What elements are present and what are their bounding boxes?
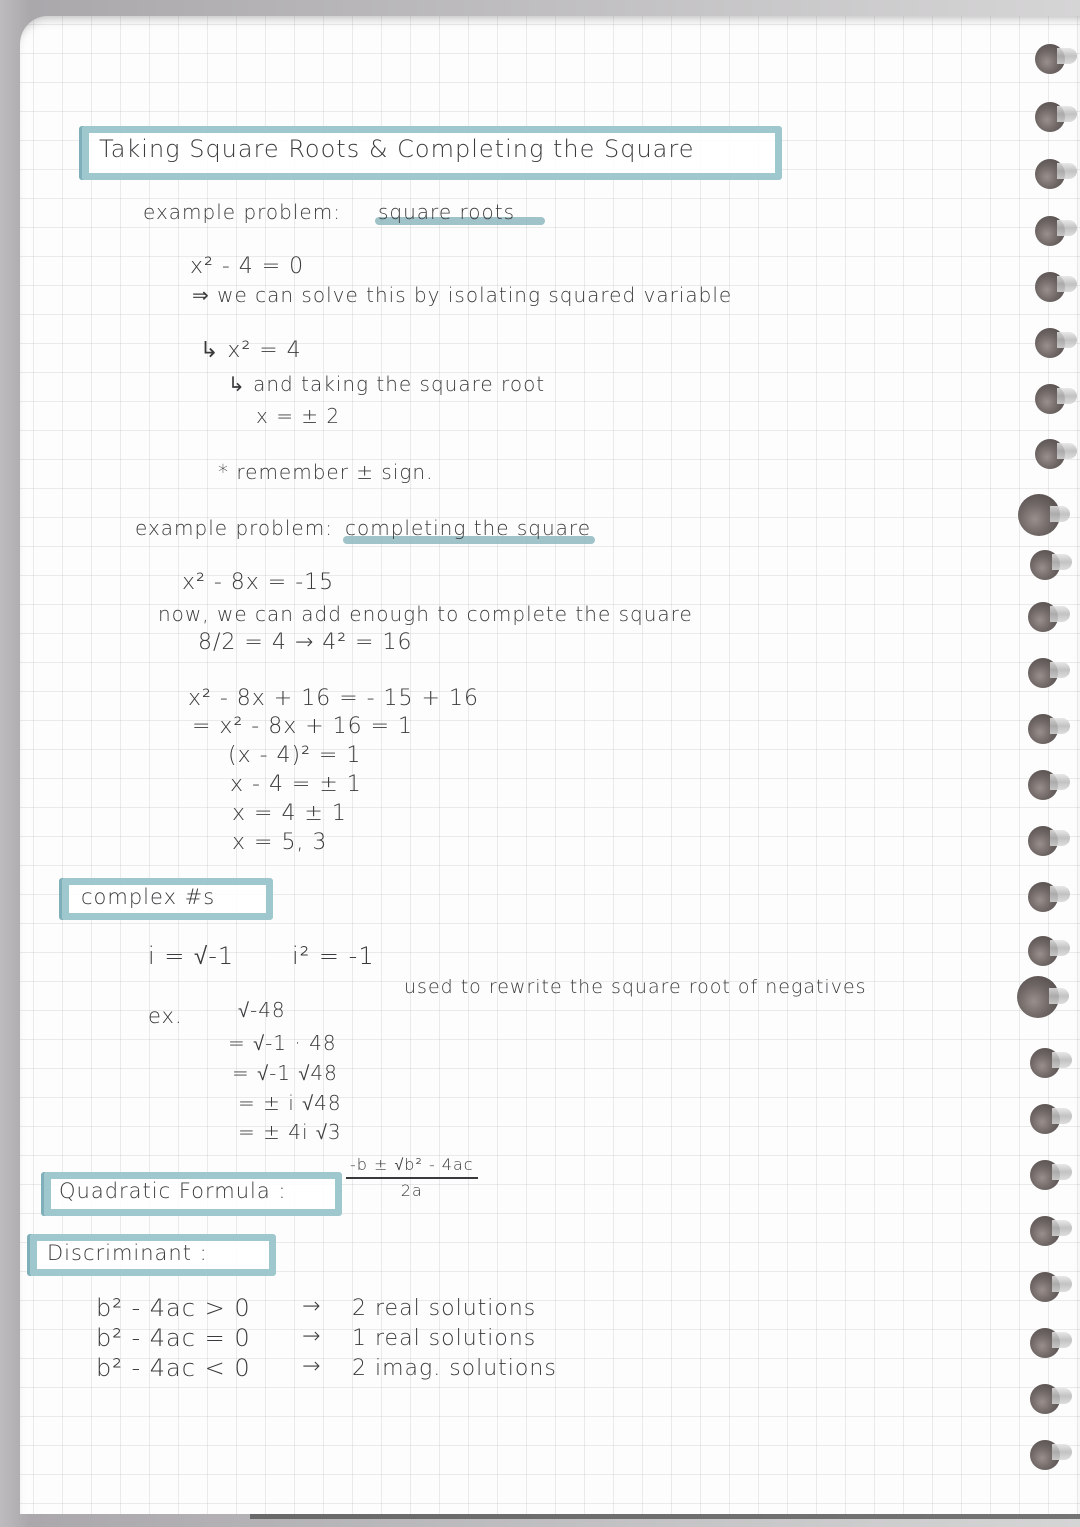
example-label: ex. <box>148 1004 183 1028</box>
equation-line: = x² - 8x + 16 = 1 <box>192 714 414 739</box>
discriminant-result: 1 real solutions <box>352 1326 537 1351</box>
equation-line: x = ± 2 <box>256 404 341 428</box>
spiral-hole-icon <box>1028 936 1058 966</box>
spiral-hole-icon <box>1028 602 1058 632</box>
quadratic-heading: Quadratic Formula : <box>59 1179 287 1203</box>
explanation-line: ↳ and taking the square root <box>228 372 546 396</box>
spiral-hole-icon <box>1018 494 1060 536</box>
complex-step: = ± i √48 <box>238 1091 342 1115</box>
spiral-hole-icon <box>1035 328 1065 358</box>
example-label-square-roots: example problem: <box>143 200 341 224</box>
spiral-hole-icon <box>1028 714 1058 744</box>
discriminant-heading: Discriminant : <box>47 1241 208 1265</box>
spiral-hole-icon <box>1028 770 1058 800</box>
spiral-hole-icon <box>1035 216 1065 246</box>
arrow-icon: → <box>302 1354 322 1379</box>
quadratic-formula <box>346 1155 478 1200</box>
reminder-note: * remember ± sign. <box>218 460 434 484</box>
page-title: Taking Square Roots & Completing the Square <box>99 135 695 163</box>
discriminant-condition: b² - 4ac > 0 <box>96 1294 251 1322</box>
discriminant-condition: b² - 4ac < 0 <box>96 1354 251 1382</box>
equation-line: x² - 4 = 0 <box>190 254 305 279</box>
page-edge-shadow <box>250 1514 1080 1519</box>
spiral-hole-icon <box>1030 1384 1060 1414</box>
equation-line: x = 5, 3 <box>232 830 328 855</box>
spiral-hole-icon <box>1030 1440 1060 1470</box>
spiral-hole-icon <box>1028 882 1058 912</box>
topic-square-roots: square roots <box>378 200 516 224</box>
explanation-line: ⇒ we can solve this by isolating squared variable <box>192 283 733 307</box>
equation-line: 8/2 = 4 → 4² = 16 <box>198 630 413 655</box>
complex-step: = √-1 · 48 <box>228 1031 337 1055</box>
spiral-hole-icon <box>1030 1216 1060 1246</box>
spiral-hole-icon <box>1028 826 1058 856</box>
definition-i-squared: i² = -1 <box>292 942 375 970</box>
complex-heading: complex #s <box>81 885 216 909</box>
spiral-hole-icon <box>1030 1160 1060 1190</box>
quadratic-heading-box <box>44 1172 342 1216</box>
arrow-icon: → <box>302 1324 322 1349</box>
equation-line: (x - 4)² = 1 <box>228 743 362 768</box>
complex-step: = ± 4i √3 <box>238 1120 342 1144</box>
spiral-hole-icon <box>1035 384 1065 414</box>
spiral-hole-icon <box>1030 1048 1060 1078</box>
notebook-page <box>20 16 1080 1514</box>
spiral-hole-icon <box>1035 439 1065 469</box>
discriminant-condition: b² - 4ac = 0 <box>96 1324 251 1352</box>
spiral-hole-icon <box>1035 159 1065 189</box>
explanation-line: now, we can add enough to complete the square <box>158 602 693 626</box>
spiral-hole-icon <box>1035 102 1065 132</box>
equation-line: x² - 8x + 16 = - 15 + 16 <box>188 686 479 711</box>
equation-line: x² - 8x = -15 <box>182 570 335 595</box>
complex-step: = √-1 √48 <box>232 1061 338 1085</box>
spiral-hole-icon <box>1017 976 1059 1018</box>
complex-note: used to rewrite the square root of negatives <box>404 976 867 998</box>
topic-completing-square: completing the square <box>345 516 592 540</box>
definition-i: i = √-1 <box>148 942 235 970</box>
discriminant-result: 2 real solutions <box>352 1296 537 1321</box>
discriminant-heading-box <box>30 1234 276 1276</box>
equation-line: x - 4 = ± 1 <box>230 772 362 797</box>
spiral-hole-icon <box>1030 1272 1060 1302</box>
spiral-hole-icon <box>1030 1328 1060 1358</box>
example-label-completing: example problem: <box>135 516 333 540</box>
equation-line: ↳ x² = 4 <box>200 338 302 363</box>
spiral-hole-icon <box>1030 550 1060 580</box>
spiral-hole-icon <box>1028 658 1058 688</box>
complex-step: √-48 <box>238 998 286 1022</box>
equation-line: x = 4 ± 1 <box>232 801 347 826</box>
title-box <box>82 126 782 180</box>
spiral-hole-icon <box>1035 44 1065 74</box>
complex-heading-box <box>62 878 273 920</box>
quadratic-denominator: 2a <box>400 1181 423 1200</box>
discriminant-result: 2 imag. solutions <box>352 1356 557 1381</box>
quadratic-numerator: -b ± √b² - 4ac <box>346 1155 478 1179</box>
spiral-hole-icon <box>1035 272 1065 302</box>
arrow-icon: → <box>302 1294 322 1319</box>
spiral-hole-icon <box>1030 1104 1060 1134</box>
